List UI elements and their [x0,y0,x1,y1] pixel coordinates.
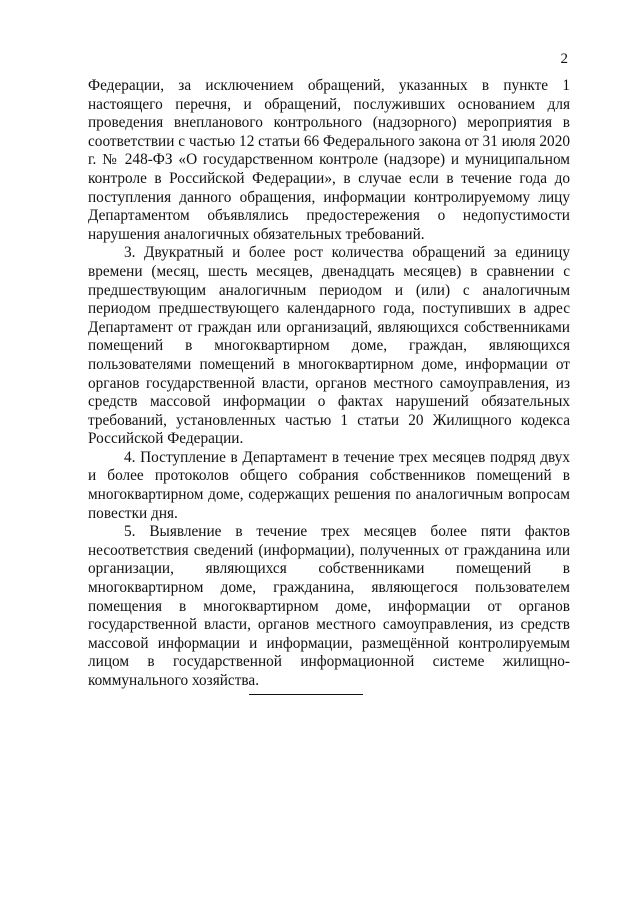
paragraph-item-4: 4. Поступление в Департамент в течение трех месяцев подряд двух и более протоколов общего собрания собственников помещений в многоквартирном доме, содержащих решения по аналогичным вопросам повестки дня. [88,448,570,522]
paragraph-continuation: Федерации, за исключением обращений, указанных в пункте 1 настоящего перечня, и обращений, послуживших основанием для проведения внепланового контрольного (надзорного) мероприятия в соответствии с частью 12 статьи 66 Федерального закона от 31 июля 2020 г. № 248-ФЗ «О государственном контроле (надзоре) и муниципальном контроле в Российской Федерации», в случае если в течение года до поступления данного обращения, информации контролируемому лицу Департаментом объявлялись предостережения о недопустимости нарушения аналогичных обязательных требований. [88,77,570,243]
paragraph-item-3: 3. Двукратный и более рост количества обращений за единицу времени (месяц, шесть месяцев, двенадцать месяцев) в сравнении с предшествующим аналогичным периодом и (или) с аналогичным периодом предшествующего календарного года, поступивших в адрес Департамент от граждан или организаций, являющихся собственниками помещений в многоквартирном доме, граждан, являющихся пользователями помещений в многоквартирном доме, информации от органов государственной власти, органов местного самоуправления, из средств массовой информации о фактах нарушений обязательных требований, установленных частью 1 статьи 20 Жилищного кодекса Российской Федерации. [88,244,570,448]
end-of-document-line [249,694,363,695]
document-body [88,77,570,691]
paragraph-item-5: 5. Выявление в течение трех месяцев более пяти фактов несоответствия сведений (информации), полученных от гражданина или организации, являющихся собственниками помещений в многоквартирном доме, гражданина, являющегося пользователем помещения в многоквартирном доме, информации от органов государственной власти, органов местного самоуправления, из средств массовой информации и информации, размещённой контролируемым лицом в государственной информационной системе жилищно-коммунального хозяйства. [88,523,570,689]
page-number: 2 [560,51,568,67]
